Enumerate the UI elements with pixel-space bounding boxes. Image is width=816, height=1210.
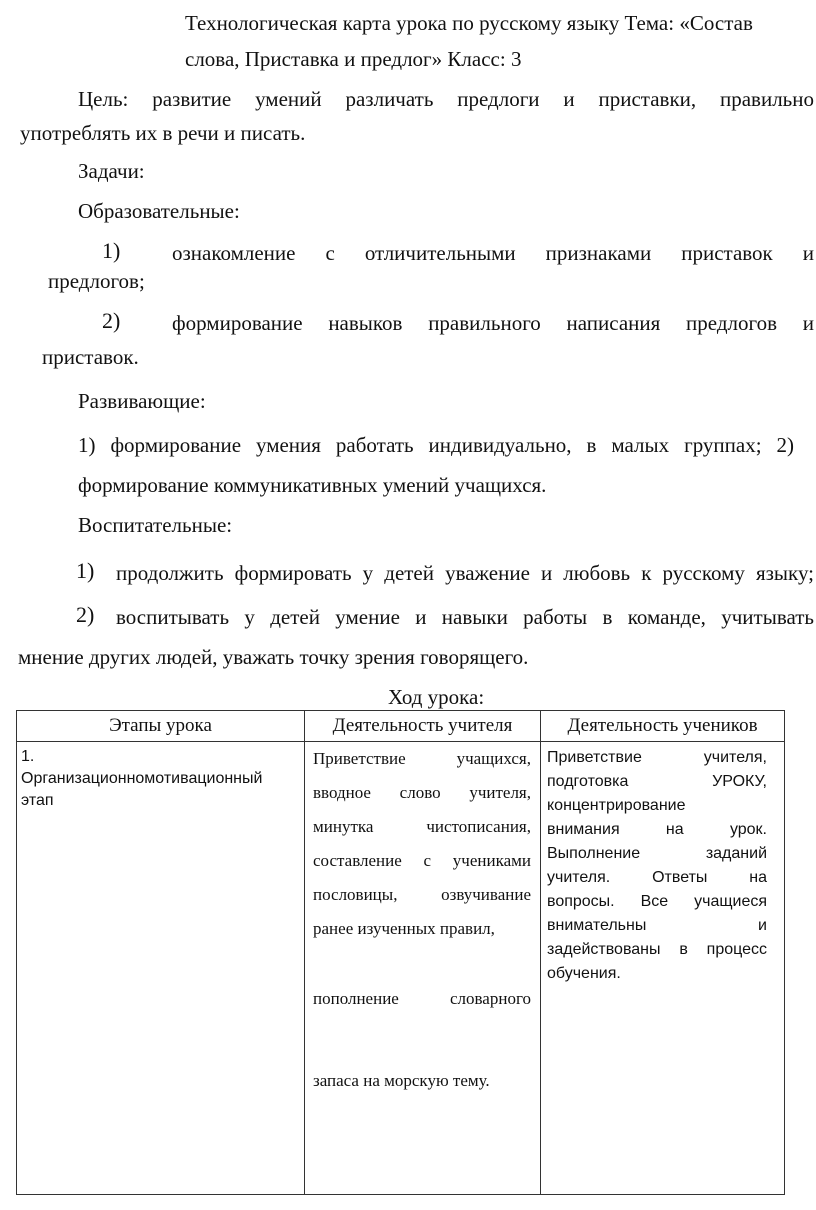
educational-item-1-line-1: ознакомление с отличительными признаками приставок и (172, 241, 814, 265)
tasks-heading: Задачи: (78, 159, 145, 183)
student-line: вопросы. Все учащиеся (547, 893, 767, 910)
educational-item-2-line-2: приставок. (42, 345, 139, 369)
lesson-table (16, 710, 785, 1195)
student-line: внимательны и (547, 917, 767, 934)
stage-name: Организационномотивационный (21, 770, 263, 787)
upbringing-item-2-line-1: воспитывать у детей умение и навыки работы в команде, учитывать (116, 605, 814, 629)
student-line: концентрирование (547, 797, 686, 814)
title-line-2: слова, Приставка и предлог» Класс: 3 (185, 47, 522, 71)
upbringing-item-2-line-2: мнение других людей, уважать точку зрения говорящего. (18, 645, 529, 669)
upbringing-item-1-number: 1) (76, 558, 95, 583)
upbringing-heading: Воспитательные: (78, 513, 233, 537)
teacher-line: пословицы, озвучивание (313, 885, 531, 904)
teacher-line: минутка чистописания, (313, 817, 531, 836)
stage-word: этап (21, 792, 54, 809)
educational-item-1-number: 1) (102, 238, 121, 263)
educational-item-2-line-1: формирование навыков правильного написания предлогов и (172, 311, 814, 335)
teacher-line: составление с учениками (313, 851, 531, 870)
table-row (17, 742, 785, 1195)
student-line: внимания на урок. (547, 821, 767, 838)
teacher-line: запаса на морскую тему. (313, 1071, 490, 1090)
goal-line-1: Цель: развитие умений различать предлоги и приставки, правильно (78, 87, 814, 111)
upbringing-item-1-line-1: продолжить формировать у детей уважение и любовь к русскому языку; (116, 561, 814, 585)
teacher-activity-cell (305, 742, 541, 1195)
developing-heading: Развивающие: (78, 389, 206, 413)
educational-item-2-number: 2) (102, 308, 121, 333)
upbringing-item-2-number: 2) (76, 602, 95, 627)
goal-line-2: употреблять их в речи и писать. (20, 121, 306, 145)
stage-number: 1. (21, 748, 35, 765)
student-activity-cell (541, 742, 785, 1195)
table-header-row (17, 711, 785, 742)
student-line: подготовка УРОКУ, (547, 773, 767, 790)
educational-item-1-line-2: предлогов; (48, 269, 145, 293)
column-header-teacher: Деятельность учителя (305, 711, 541, 742)
student-line: учителя. Ответы на (547, 869, 767, 886)
stage-cell (17, 742, 305, 1195)
lesson-heading: Ход урока: (388, 685, 485, 709)
teacher-line: ранее изученных правил, (313, 919, 495, 938)
educational-heading: Образовательные: (78, 199, 240, 223)
student-line: Приветствие учителя, (547, 749, 767, 766)
student-line: обучения. (547, 965, 621, 982)
teacher-line: пополнение словарного (313, 989, 531, 1008)
student-line: задействованы в процесс (547, 941, 767, 958)
title-line-1: Технологическая карта урока по русскому языку Тема: «Состав (185, 11, 753, 35)
teacher-line: Приветствие учащихся, (313, 749, 531, 768)
developing-line-2: формирование коммуникативных умений учащихся. (78, 473, 547, 497)
teacher-line: вводное слово учителя, (313, 783, 531, 802)
student-line: Выполнение заданий (547, 845, 767, 862)
column-header-stages: Этапы урока (17, 711, 305, 742)
developing-line-1: 1) формирование умения работать индивидуально, в малых группах; 2) (78, 433, 794, 457)
column-header-students: Деятельность учеников (541, 711, 785, 742)
